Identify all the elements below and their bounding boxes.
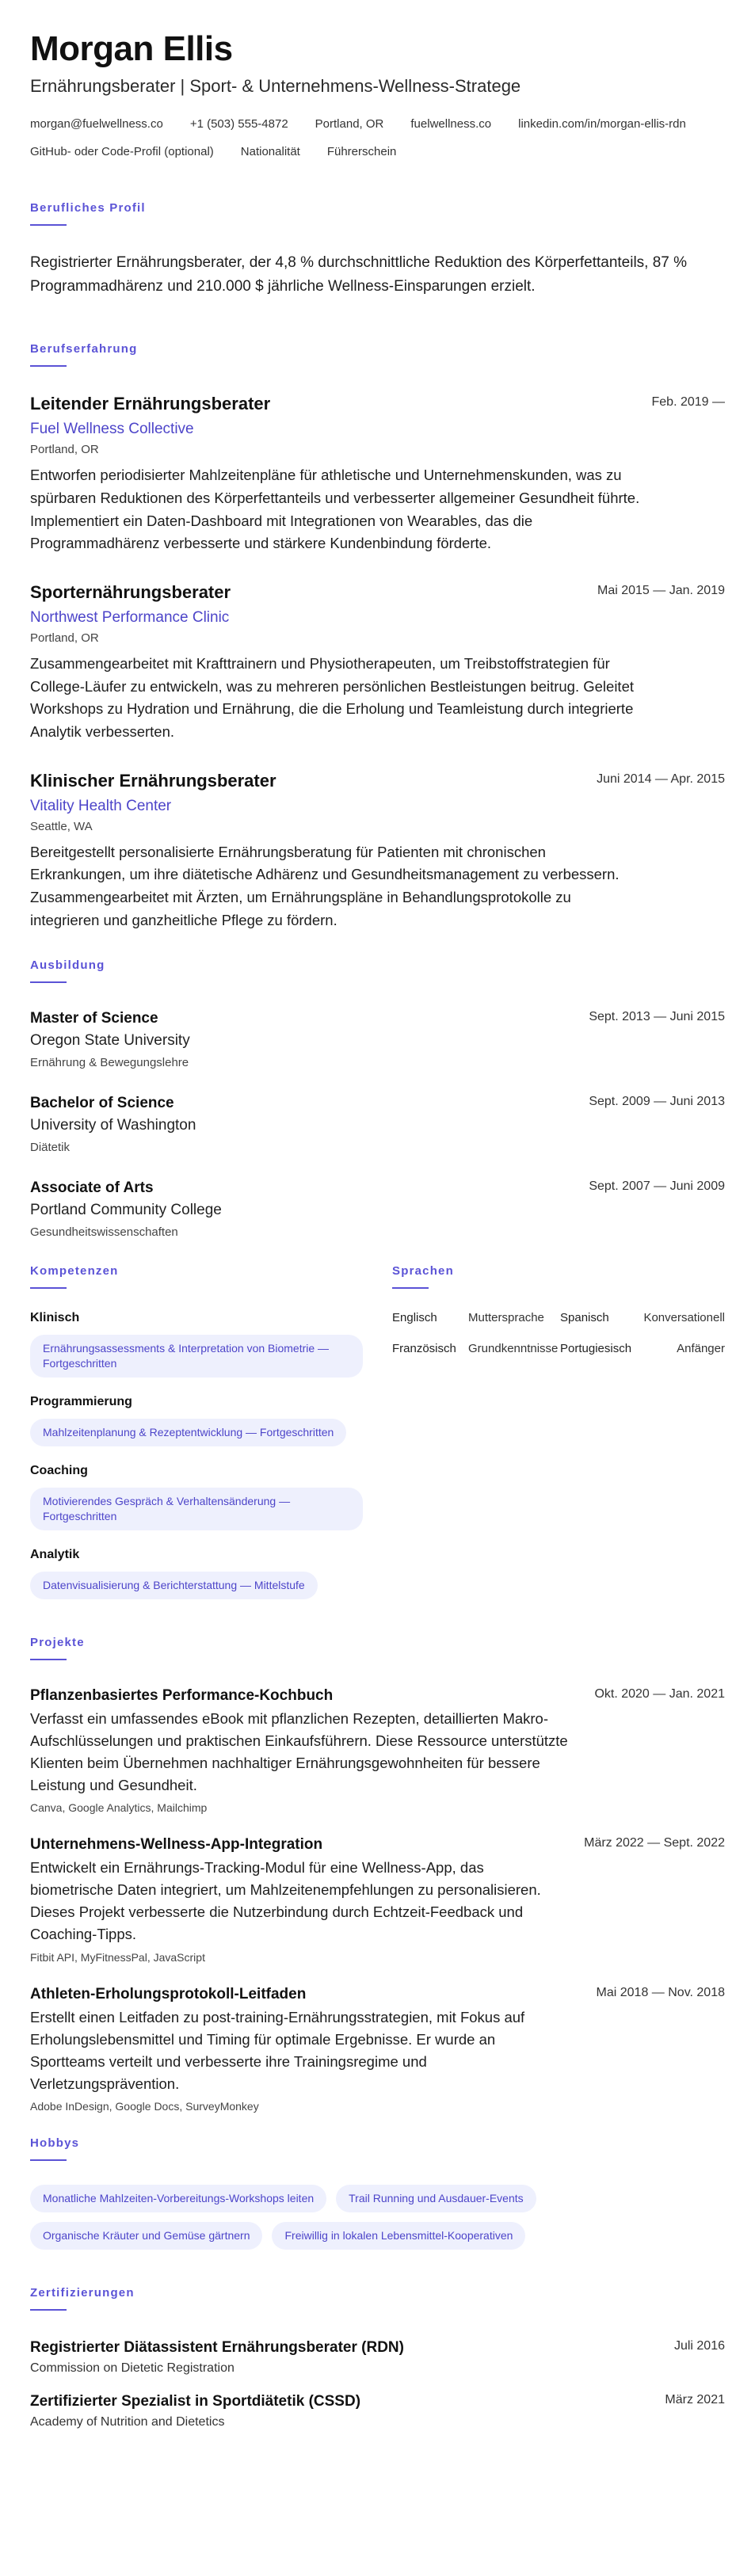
job-title: Klinischer Ernährungsberater — [30, 770, 276, 791]
section-profile — [30, 201, 725, 298]
school: University of Washington — [30, 1117, 196, 1134]
project-tools: Adobe InDesign, Google Docs, SurveyMonkey — [30, 2099, 259, 2113]
project-name: Pflanzenbasiertes Performance-Kochbuch — [30, 1686, 334, 1704]
project-entry — [30, 1836, 725, 1963]
degree: Bachelor of Science — [30, 1095, 174, 1112]
section-title: Kompetenzen — [30, 1264, 119, 1278]
section-divider — [30, 1659, 67, 1660]
section-title: Sprachen — [392, 1264, 454, 1278]
contact-linkedin[interactable]: linkedin.com/in/morgan-ellis-rdn — [518, 117, 686, 131]
profile-summary: Registrierter Ernährungsberater, der 4,8 % durchschnittliche Reduktion des Körperfettanteils, 87 % Programmadhärenz und 210.000 $ jährliche Wellness-Einsparungen erzielt. — [30, 254, 688, 295]
job-location: Portland, OR — [30, 631, 99, 645]
project-entry — [30, 1687, 725, 1814]
section-divider — [30, 1287, 67, 1289]
section-title: Berufserfahrung — [30, 342, 138, 356]
skill-category: Klinisch — [30, 1311, 80, 1325]
school: Portland Community College — [30, 1202, 222, 1219]
project-tools: Canva, Google Analytics, Mailchimp — [30, 1801, 208, 1815]
job-dates: Mai 2015 — Jan. 2019 — [597, 583, 725, 597]
section-education — [30, 958, 725, 1239]
section-title: Projekte — [30, 1635, 85, 1649]
job-description: Bereitgestellt personalisierte Ernährungsberatung für Patienten mit chronischen Erkrankungen, um ihre diätetische Adhärenz und Gesundheitsmanagement zu verbessern. Zusammengearbeitet mit Ärzten, um Ernährungspläne in Behandlungsprotokolle zu integrieren und ganzheitliche Pflege zu fördern. — [30, 843, 620, 928]
skill-category: Programmierung — [30, 1395, 132, 1409]
job-description: Zusammengearbeitet mit Krafttrainern und Physiotherapeuten, um Treibstoffstrategien für College-Läufer zu entwickeln, was zu mehreren persönlichen Bestleistungen beitrug. Geleitet Workshops zu Hydration und Ernährung, die die Erholung und Teamleistung durch integrierte Analytik verbesserten. — [30, 654, 635, 740]
section-title: Zertifizierungen — [30, 2285, 135, 2300]
job-entry — [30, 771, 725, 932]
skill-chip: Ernährungsassessments & Interpretation von Biometrie — Fortgeschritten — [30, 1335, 363, 1378]
contact-email[interactable]: morgan@fuelwellness.co — [30, 117, 163, 131]
project-dates: Mai 2018 — Nov. 2018 — [596, 1985, 725, 1999]
section-languages — [392, 1264, 725, 1599]
certification-issuer: Commission on Dietetic Registration — [30, 2361, 235, 2375]
education-entry — [30, 1010, 725, 1069]
skill-category: Analytik — [30, 1547, 80, 1561]
language-list — [392, 1311, 725, 1355]
contact-nationality: Nationalität — [240, 145, 300, 159]
section-skills — [30, 1264, 363, 1599]
job-dates: Feb. 2019 — — [651, 395, 725, 410]
job-entry — [30, 582, 725, 744]
language-name: Französisch — [392, 1342, 456, 1356]
language-name: Portugiesisch — [560, 1342, 632, 1356]
job-description: Entworfen periodisierter Mahlzeitenpläne für athletische und Unternehmenskunden, was zu spürbaren Reduktionen des Körperfettanteils und verbesserter allgemeiner Gesundheit führte. Implementiert ein Daten-Dashboard mit Integrationen von Wearables, das die Programmadhärenz verbesserte und stärkere Kundenbindung förderte. — [30, 467, 640, 552]
degree: Master of Science — [30, 1010, 158, 1027]
certification-name: Zertifizierter Spezialist in Sportdiätetik (CSSD) — [30, 2392, 361, 2410]
job-location: Seattle, WA — [30, 819, 93, 833]
hobby-chip: Trail Running und Ausdauer-Events — [336, 2185, 536, 2212]
section-divider — [30, 365, 67, 367]
certification-entry — [30, 2339, 725, 2376]
language-level: Grundkenntnisse — [468, 1342, 559, 1356]
skill-chip: Mahlzeitenplanung & Rezeptentwicklung — Fortgeschritten — [30, 1419, 346, 1446]
contact-phone[interactable]: +1 (503) 555-4872 — [189, 117, 288, 131]
skill-chip: Datenvisualisierung & Berichterstattung — Mittelstufe — [30, 1572, 318, 1599]
job-title: Sporternährungsberater — [30, 581, 231, 602]
project-tools: Fitbit API, MyFitnessPal, JavaScript — [30, 1950, 205, 1964]
skill-chip: Motivierendes Gespräch & Verhaltensänderung — Fortgeschritten — [30, 1488, 363, 1530]
hobby-chip: Monatliche Mahlzeiten-Vorbereitungs-Workshops leiten — [30, 2185, 326, 2212]
project-description: Erstellt einen Leitfaden zu post-training-Ernährungsstrategien, mit Fokus auf Erholungslebensmittel und Timing für optimale Ergebnisse. Er wurde an Sportteams verteilt und verbesserte ihre Trainingsregime und Verletzungsprävention. — [30, 2008, 525, 2092]
job-company: Vitality Health Center — [30, 797, 172, 814]
section-certifications — [30, 2286, 725, 2429]
certification-date: März 2021 — [665, 2392, 725, 2406]
field-of-study: Diätetik — [30, 1141, 71, 1155]
language-name: Spanisch — [560, 1311, 609, 1325]
contact-location: Portland, OR — [315, 117, 384, 131]
education-dates: Sept. 2009 — Juni 2013 — [589, 1095, 725, 1109]
education-entry — [30, 1095, 725, 1154]
section-title: Ausbildung — [30, 958, 105, 973]
job-location: Portland, OR — [30, 443, 99, 457]
skills-languages-row — [30, 1264, 725, 1599]
hobby-chip: Organische Kräuter und Gemüse gärtnern — [30, 2222, 262, 2250]
language-name: Englisch — [392, 1311, 437, 1325]
certification-entry — [30, 2393, 725, 2429]
section-experience — [30, 342, 725, 932]
project-description: Verfasst ein umfassendes eBook mit pflanzlichen Rezepten, detaillierten Makro-Aufschlüsselungen und praktischen Einkaufsführern. Diese Ressource unterstützte Klienten beim Übernehmen nachhaltiger Ernährungsgewohnheiten für bessere Leistung und Gesundheit. — [30, 1709, 568, 1793]
contact-website[interactable]: fuelwellness.co — [410, 117, 492, 131]
education-dates: Sept. 2007 — Juni 2009 — [589, 1179, 725, 1194]
field-of-study: Ernährung & Bewegungslehre — [30, 1056, 189, 1070]
language-level: Anfänger — [677, 1342, 725, 1356]
contact-license: Führerschein — [326, 145, 397, 159]
language-level: Konversationell — [643, 1311, 725, 1325]
resume-header — [30, 30, 725, 173]
job-company: Northwest Performance Clinic — [30, 608, 230, 626]
section-divider — [30, 224, 67, 226]
candidate-headline: Ernährungsberater | Sport- & Unternehmens-Wellness-Stratege — [30, 76, 521, 97]
project-dates: März 2022 — Sept. 2022 — [584, 1836, 725, 1850]
hobby-chip: Freiwillig in lokalen Lebensmittel-Kooperativen — [272, 2222, 525, 2250]
degree: Associate of Arts — [30, 1179, 154, 1197]
project-description: Entwickelt ein Ernährungs-Tracking-Modul für eine Wellness-App, das biometrische Daten integriert, um Mahlzeitenempfehlungen zu personalisieren. Dieses Projekt verbesserte die Nutzerbindung durch Echtzeit-Feedback und Coaching-Tipps. — [30, 1859, 541, 1943]
job-dates: Juni 2014 — Apr. 2015 — [597, 772, 725, 786]
section-projects — [30, 1636, 725, 2113]
certification-date: Juli 2016 — [673, 2338, 725, 2353]
project-dates: Okt. 2020 — Jan. 2021 — [594, 1686, 725, 1701]
project-entry — [30, 1986, 725, 2113]
section-hobbies — [30, 2136, 725, 2250]
candidate-name: Morgan Ellis — [30, 29, 233, 68]
contact-github: GitHub- oder Code-Profil (optional) — [30, 145, 214, 159]
field-of-study: Gesundheitswissenschaften — [30, 1225, 178, 1240]
job-company: Fuel Wellness Collective — [30, 421, 194, 438]
hobby-list — [30, 2185, 585, 2250]
job-entry — [30, 394, 725, 555]
education-dates: Sept. 2013 — Juni 2015 — [589, 1010, 725, 1024]
certification-name: Registrierter Diätassistent Ernährungsberater (RDN) — [30, 2338, 404, 2356]
education-entry — [30, 1179, 725, 1239]
section-divider — [30, 2159, 67, 2161]
project-name: Athleten-Erholungsprotokoll-Leitfaden — [30, 1985, 307, 2002]
section-title: Hobbys — [30, 2136, 80, 2150]
section-divider — [30, 981, 67, 983]
section-divider — [30, 2309, 67, 2311]
school: Oregon State University — [30, 1032, 190, 1050]
project-name: Unternehmens-Wellness-App-Integration — [30, 1836, 323, 1854]
section-divider — [392, 1287, 429, 1289]
certification-issuer: Academy of Nutrition and Dietetics — [30, 2414, 225, 2429]
language-level: Muttersprache — [468, 1311, 544, 1325]
skill-category: Coaching — [30, 1464, 88, 1477]
contact-list — [30, 117, 725, 173]
section-title: Berufliches Profil — [30, 201, 146, 215]
job-title: Leitender Ernährungsberater — [30, 394, 271, 414]
